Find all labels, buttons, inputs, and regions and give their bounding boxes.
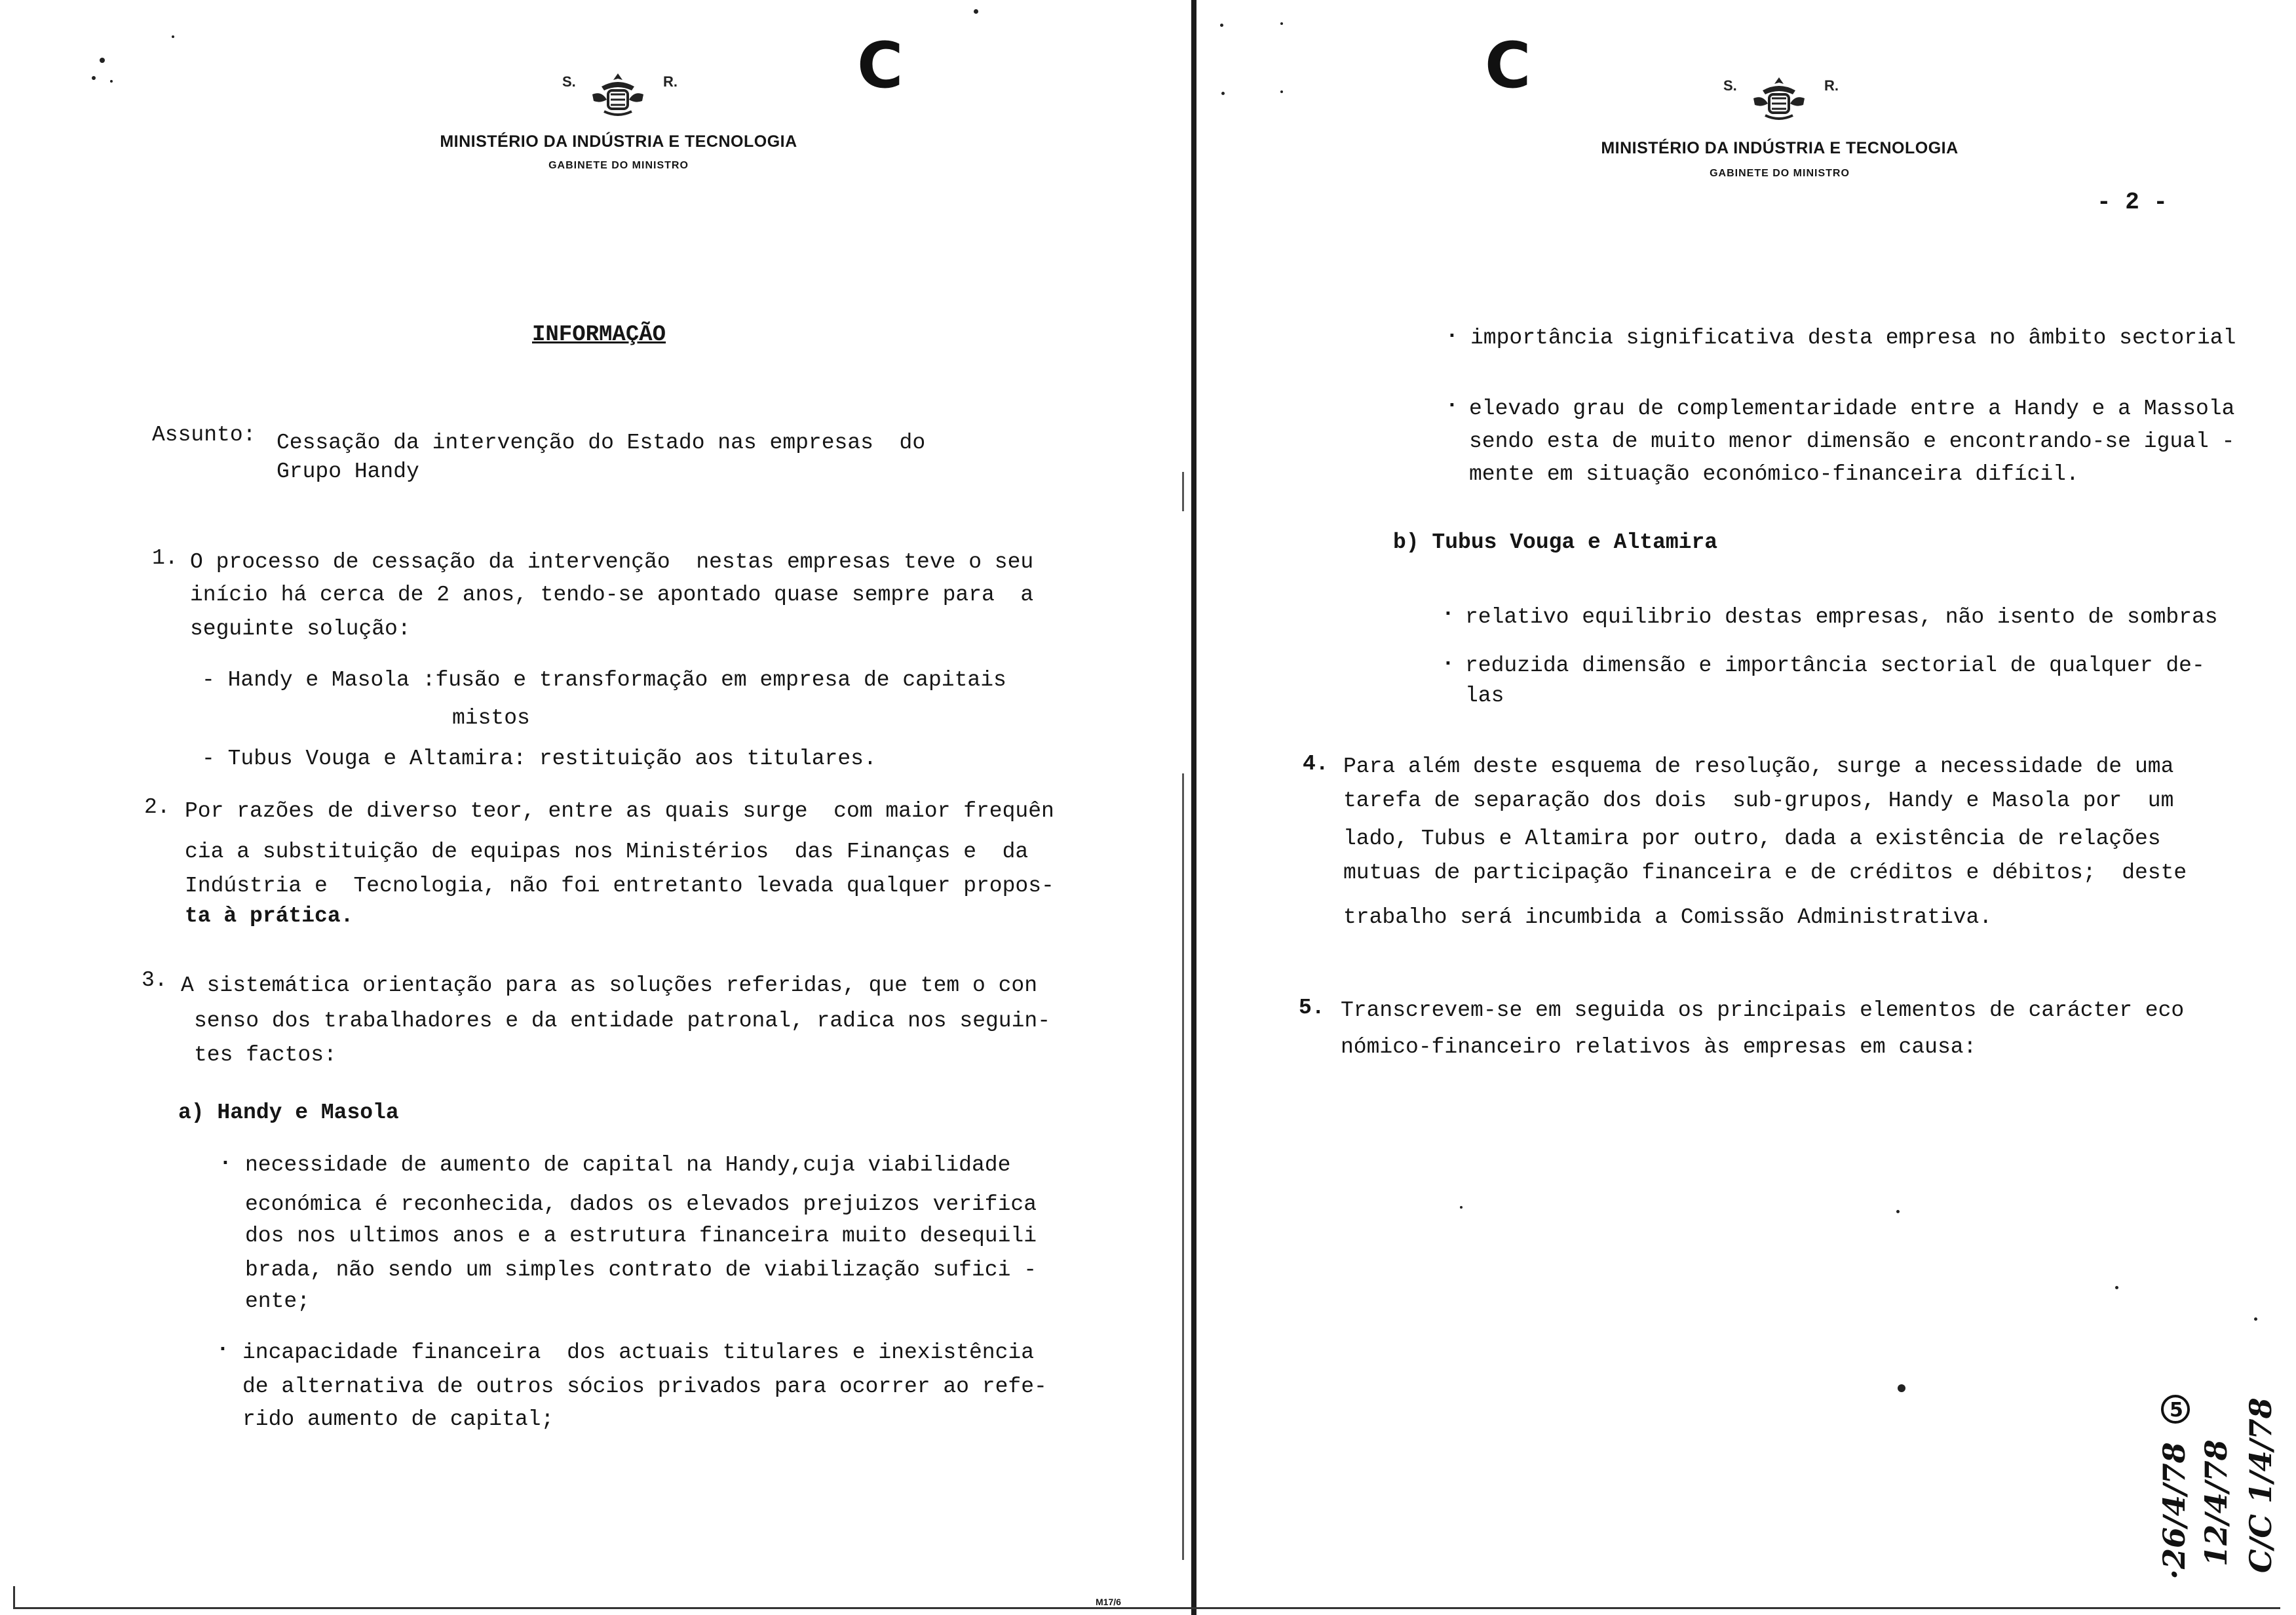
paragraph-number: 2.: [144, 795, 170, 819]
scan-artifact: [1182, 773, 1184, 1560]
page-number: - 2 -: [2097, 189, 2168, 216]
list-item: - Tubus Vouga e Altamira: restituição aos titulares.: [202, 747, 877, 771]
paragraph-number: 4.: [1303, 752, 1329, 776]
cabinet-name: GABINETE DO MINISTRO: [548, 160, 689, 171]
scan-speck: [2115, 1286, 2118, 1289]
coat-of-arms-icon: [588, 71, 647, 119]
bullet-line: importância significativa desta empresa no âmbito sectorial: [1470, 326, 2236, 350]
bullet-line: sendo esta de muito menor dimensão e encontrando-se igual -: [1469, 429, 2235, 454]
handwritten-annotation: [2156, 1376, 2287, 1586]
paragraph-line: lado, Tubus e Altamira por outro, dada a existência de relações: [1343, 827, 2161, 851]
list-item: - Handy e Masola :fusão e transformação em empresa de capitais: [202, 668, 1006, 692]
bullet-line: ente;: [245, 1289, 311, 1313]
scan-speck: [2254, 1317, 2257, 1321]
bullet-line: mente em situação económico-financeira difícil.: [1469, 462, 2079, 486]
crest-letter-s: S.: [1723, 77, 1737, 94]
list-item-continuation: mistos: [452, 706, 530, 730]
handwritten-date-3: C/C 1/4/78: [2243, 1397, 2278, 1573]
scan-speck: [1460, 1206, 1463, 1209]
scan-speck: [92, 76, 96, 80]
paragraph-line: A sistemática orientação para as soluções referidas, que tem o con: [181, 973, 1038, 998]
bullet-line: económica é reconhecida, dados os elevados prejuizos verifica: [245, 1192, 1037, 1216]
cabinet-name: GABINETE DO MINISTRO: [1710, 168, 1850, 179]
document-title: INFORMAÇÃO: [532, 322, 666, 347]
bullet-line: relativo equilibrio destas empresas, não isento de sombras: [1465, 605, 2218, 629]
bullet-line: brada, não sendo um simples contrato de viabilização sufici -: [245, 1258, 1037, 1282]
paragraph-line: cia a substituição de equipas nos Ministérios das Finanças e da: [185, 840, 1029, 864]
bullet-dot: ·: [1445, 393, 1459, 418]
scan-speck: [110, 80, 113, 83]
scan-artifact: [1182, 472, 1184, 511]
paragraph-line: Para além deste esquema de resolução, surge a necessidade de uma: [1343, 754, 2174, 779]
paragraph-number: 3.: [142, 968, 168, 992]
right-page: [1200, 0, 2296, 1615]
ministry-name: MINISTÉRIO DA INDÚSTRIA E TECNOLOGIA: [440, 132, 797, 151]
bottom-border: [13, 1607, 2280, 1609]
paragraph-line: O processo de cessação da intervenção nestas empresas teve o seu: [190, 550, 1034, 574]
margin-mark: C: [857, 29, 904, 102]
scan-speck: [974, 9, 978, 14]
scan-speck: [1280, 90, 1283, 93]
crest-letter-r: R.: [1824, 77, 1839, 94]
scan-speck: [172, 35, 174, 38]
paragraph-line: trabalho será incumbida a Comissão Administrativa.: [1343, 905, 1993, 929]
paragraph-line: nómico-financeiro relativos às empresas em causa:: [1341, 1035, 1977, 1059]
bullet-line: rido aumento de capital;: [242, 1407, 554, 1431]
subsection-heading: a) Handy e Masola: [178, 1100, 399, 1125]
bullet-dot: ·: [219, 1151, 232, 1175]
paragraph-number: 1.: [152, 546, 178, 570]
circled-number: 5: [2170, 1399, 2183, 1422]
bullet-line: dos nos ultimos anos e a estrutura financeira muito desequili: [245, 1224, 1037, 1248]
subject-label: Assunto:: [152, 423, 256, 447]
paragraph-line: mutuas de participação financeira e de créditos e débitos; deste: [1343, 861, 2187, 885]
handwritten-date-1: ·26/4/78: [2156, 1442, 2192, 1580]
scan-speck: [1280, 22, 1283, 25]
bottom-border-hook: [13, 1586, 15, 1608]
paragraph-number: 5.: [1299, 996, 1325, 1020]
form-code: M17/6: [1096, 1597, 1121, 1607]
subsection-heading: b) Tubus Vouga e Altamira: [1393, 530, 1718, 555]
handwritten-date-2: 12/4/78: [2198, 1439, 2234, 1566]
bullet-line: incapacidade financeira dos actuais titulares e inexistência: [242, 1340, 1034, 1365]
paragraph-line: Por razões de diverso teor, entre as quais surge com maior frequên: [185, 799, 1054, 823]
scan-speck: [1220, 24, 1223, 27]
paragraph-line: tes factos:: [194, 1043, 337, 1067]
handwritten-dates: [2156, 1376, 2287, 1586]
subject-line: Grupo Handy: [277, 459, 419, 484]
coat-of-arms-icon: [1750, 75, 1808, 123]
scan-speck: [100, 58, 105, 63]
bullet-dot: ·: [1445, 324, 1459, 348]
bullet-dot: ·: [1442, 652, 1455, 676]
paragraph-line: seguinte solução:: [190, 617, 411, 641]
bullet-dot: ·: [1442, 602, 1455, 626]
paragraph-line: tarefa de separação dos dois sub-grupos, Handy e Masola por um: [1343, 788, 2174, 813]
bullet-line: las: [1465, 684, 1504, 708]
subject-line: Cessação da intervenção do Estado nas empresas do: [277, 431, 926, 455]
scan-speck: [1896, 1210, 1900, 1213]
ministry-name: MINISTÉRIO DA INDÚSTRIA E TECNOLOGIA: [1601, 139, 1959, 157]
bullet-line: elevado grau de complementaridade entre a Handy e a Massola: [1469, 397, 2235, 421]
bullet-line: de alternativa de outros sócios privados para ocorrer ao refe-: [242, 1374, 1047, 1399]
bullet-line: necessidade de aumento de capital na Handy,cuja viabilidade: [245, 1153, 1011, 1177]
paragraph-line: início há cerca de 2 anos, tendo-se apontado quase sempre para a: [190, 583, 1034, 607]
coat-of-arms: [1718, 75, 1849, 123]
coat-of-arms: [557, 71, 688, 119]
paragraph-line: senso dos trabalhadores e da entidade patronal, radica nos seguin-: [194, 1009, 1051, 1033]
paragraph-line: Transcrevem-se em seguida os principais elementos de carácter eco: [1341, 998, 2185, 1022]
scan-speck: [1221, 92, 1225, 95]
bullet-line: reduzida dimensão e importância sectorial de qualquer de-: [1465, 653, 2205, 678]
page-gutter: [1191, 0, 1196, 1615]
bullet-dot: ·: [216, 1337, 229, 1361]
margin-mark: C: [1485, 29, 1531, 102]
crest-letter-r: R.: [663, 73, 678, 90]
paragraph-line: Indústria e Tecnologia, não foi entretanto levada qualquer propos-: [185, 874, 1054, 898]
scan-speck: [1898, 1384, 1905, 1392]
crest-letter-s: S.: [562, 73, 576, 90]
paragraph-line: ta à prática.: [185, 904, 354, 928]
